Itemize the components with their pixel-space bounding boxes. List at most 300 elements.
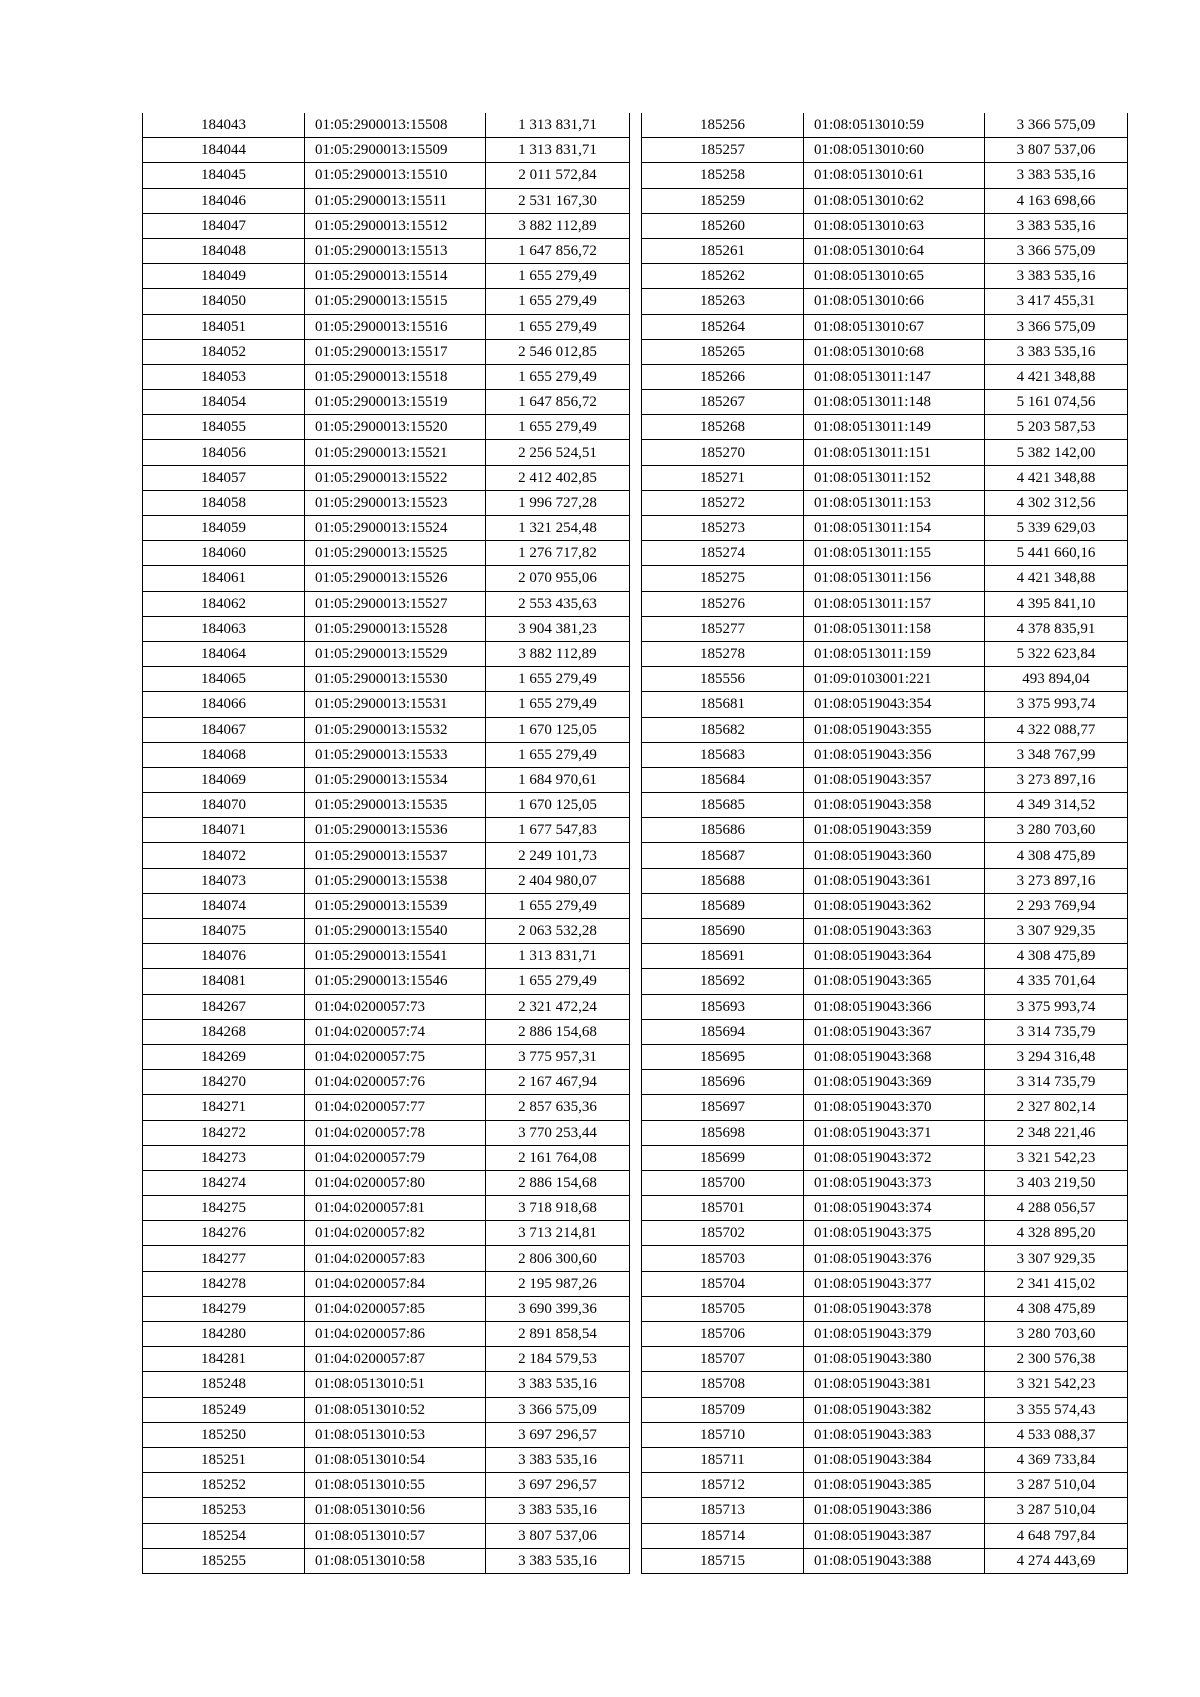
value-cell: 4 349 314,52 (985, 793, 1128, 818)
record-id-cell: 185267 (642, 390, 804, 415)
table-row (143, 591, 630, 616)
table-row (642, 641, 1128, 666)
value-cell: 4 308 475,89 (985, 843, 1128, 868)
table-row (642, 113, 1128, 138)
value-cell: 2 341 415,02 (985, 1271, 1128, 1296)
table-row (143, 692, 630, 717)
cadastral-number-cell: 01:08:0513010:51 (305, 1372, 486, 1397)
value-cell: 3 273 897,16 (985, 767, 1128, 792)
cadastral-number-cell: 01:08:0513011:151 (804, 440, 985, 465)
record-id-cell: 185687 (642, 843, 804, 868)
value-cell: 2 063 532,28 (486, 919, 630, 944)
record-id-cell: 185704 (642, 1271, 804, 1296)
cadastral-number-cell: 01:08:0513010:54 (305, 1447, 486, 1472)
record-id-cell: 184069 (143, 767, 305, 792)
value-cell: 1 647 856,72 (486, 238, 630, 263)
record-id-cell: 184044 (143, 138, 305, 163)
value-cell: 2 891 858,54 (486, 1322, 630, 1347)
record-id-cell: 184070 (143, 793, 305, 818)
table-row (642, 213, 1128, 238)
cadastral-number-cell: 01:08:0519043:379 (804, 1322, 985, 1347)
table-row (642, 238, 1128, 263)
table-row (143, 264, 630, 289)
value-cell: 4 369 733,84 (985, 1447, 1128, 1472)
value-cell: 3 321 542,23 (985, 1145, 1128, 1170)
table-row (143, 1196, 630, 1221)
record-id-cell: 185271 (642, 465, 804, 490)
table-row (642, 591, 1128, 616)
record-id-cell: 184074 (143, 893, 305, 918)
record-id-cell: 185713 (642, 1498, 804, 1523)
cadastral-number-cell: 01:09:0103001:221 (804, 667, 985, 692)
cadastral-number-cell: 01:05:2900013:15526 (305, 566, 486, 591)
table-row (143, 213, 630, 238)
record-id-cell: 184063 (143, 616, 305, 641)
value-cell: 2 412 402,85 (486, 465, 630, 490)
cadastral-number-cell: 01:04:0200057:85 (305, 1296, 486, 1321)
table-row (143, 566, 630, 591)
value-cell: 3 770 253,44 (486, 1120, 630, 1145)
record-id-cell: 185709 (642, 1397, 804, 1422)
value-cell: 2 293 769,94 (985, 893, 1128, 918)
table-row (143, 113, 630, 138)
record-id-cell: 185260 (642, 213, 804, 238)
record-id-cell: 185700 (642, 1170, 804, 1195)
record-id-cell: 185707 (642, 1347, 804, 1372)
table-row (642, 289, 1128, 314)
cadastral-number-cell: 01:08:0513011:156 (804, 566, 985, 591)
record-id-cell: 185711 (642, 1447, 804, 1472)
table-row (642, 541, 1128, 566)
table-row (143, 919, 630, 944)
table-row (642, 1170, 1128, 1195)
record-id-cell: 185708 (642, 1372, 804, 1397)
table-row (143, 1019, 630, 1044)
table-row (642, 339, 1128, 364)
cadastral-number-cell: 01:08:0519043:380 (804, 1347, 985, 1372)
record-id-cell: 185273 (642, 516, 804, 541)
value-cell: 4 648 797,84 (985, 1523, 1128, 1548)
record-id-cell: 185697 (642, 1095, 804, 1120)
table-row (143, 314, 630, 339)
table-row (642, 742, 1128, 767)
record-id-cell: 184274 (143, 1170, 305, 1195)
value-cell: 2 161 764,08 (486, 1145, 630, 1170)
table-row (143, 944, 630, 969)
cadastral-number-cell: 01:08:0519043:364 (804, 944, 985, 969)
record-id-cell: 184064 (143, 641, 305, 666)
record-id-cell: 184055 (143, 415, 305, 440)
cadastral-number-cell: 01:08:0513011:159 (804, 641, 985, 666)
table-row (143, 969, 630, 994)
cadastral-number-cell: 01:05:2900013:15522 (305, 465, 486, 490)
record-id-cell: 185699 (642, 1145, 804, 1170)
record-id-cell: 185249 (143, 1397, 305, 1422)
table-row (642, 1196, 1128, 1221)
record-id-cell: 185692 (642, 969, 804, 994)
table-row (143, 1473, 630, 1498)
cadastral-number-cell: 01:05:2900013:15513 (305, 238, 486, 263)
value-cell: 4 288 056,57 (985, 1196, 1128, 1221)
cadastral-number-cell: 01:05:2900013:15536 (305, 818, 486, 843)
value-cell: 1 655 279,49 (486, 969, 630, 994)
record-id-cell: 185272 (642, 490, 804, 515)
cadastral-number-cell: 01:08:0513011:158 (804, 616, 985, 641)
cadastral-number-cell: 01:04:0200057:84 (305, 1271, 486, 1296)
table-row (143, 1397, 630, 1422)
table-row (642, 667, 1128, 692)
value-cell: 3 355 574,43 (985, 1397, 1128, 1422)
table-row (143, 1447, 630, 1472)
record-id-cell: 185275 (642, 566, 804, 591)
value-cell: 4 163 698,66 (985, 188, 1128, 213)
record-id-cell: 185266 (642, 364, 804, 389)
record-id-cell: 184060 (143, 541, 305, 566)
cadastral-number-cell: 01:08:0513010:52 (305, 1397, 486, 1422)
value-cell: 2 327 802,14 (985, 1095, 1128, 1120)
cadastral-number-cell: 01:08:0519043:360 (804, 843, 985, 868)
record-id-cell: 185254 (143, 1523, 305, 1548)
table-row (642, 1498, 1128, 1523)
cadastral-number-cell: 01:08:0513010:62 (804, 188, 985, 213)
record-id-cell: 185252 (143, 1473, 305, 1498)
table-row (642, 314, 1128, 339)
value-cell: 4 421 348,88 (985, 566, 1128, 591)
record-id-cell: 185248 (143, 1372, 305, 1397)
table-row (143, 793, 630, 818)
table-row (143, 994, 630, 1019)
table-row (143, 1120, 630, 1145)
cadastral-number-cell: 01:08:0519043:383 (804, 1422, 985, 1447)
cadastral-number-cell: 01:05:2900013:15517 (305, 339, 486, 364)
record-id-cell: 185715 (642, 1548, 804, 1573)
table-row (143, 893, 630, 918)
table-row (143, 1372, 630, 1397)
value-cell: 1 655 279,49 (486, 289, 630, 314)
cadastral-number-cell: 01:04:0200057:73 (305, 994, 486, 1019)
record-id-cell: 185255 (143, 1548, 305, 1573)
table-row (143, 516, 630, 541)
cadastral-number-cell: 01:08:0513010:65 (804, 264, 985, 289)
record-id-cell: 185270 (642, 440, 804, 465)
value-cell: 1 655 279,49 (486, 893, 630, 918)
value-cell: 3 383 535,16 (486, 1498, 630, 1523)
value-cell: 1 677 547,83 (486, 818, 630, 843)
table-row (642, 793, 1128, 818)
value-cell: 3 807 537,06 (486, 1523, 630, 1548)
cadastral-number-cell: 01:04:0200057:78 (305, 1120, 486, 1145)
table-row (143, 767, 630, 792)
record-id-cell: 184267 (143, 994, 305, 1019)
cadastral-number-cell: 01:05:2900013:15537 (305, 843, 486, 868)
record-id-cell: 184049 (143, 264, 305, 289)
record-id-cell: 185265 (642, 339, 804, 364)
table-row (143, 641, 630, 666)
record-id-cell: 184081 (143, 969, 305, 994)
value-cell: 1 655 279,49 (486, 364, 630, 389)
table-row (143, 868, 630, 893)
table-row (143, 1271, 630, 1296)
table-row (642, 1044, 1128, 1069)
cadastral-number-cell: 01:08:0519043:385 (804, 1473, 985, 1498)
record-id-cell: 185683 (642, 742, 804, 767)
value-cell: 2 546 012,85 (486, 339, 630, 364)
value-cell: 3 375 993,74 (985, 692, 1128, 717)
value-cell: 1 655 279,49 (486, 742, 630, 767)
value-cell: 1 313 831,71 (486, 138, 630, 163)
value-cell: 1 655 279,49 (486, 264, 630, 289)
table-row (642, 1447, 1128, 1472)
value-cell: 3 314 735,79 (985, 1070, 1128, 1095)
table-row (642, 138, 1128, 163)
left-table-body (143, 113, 630, 1573)
value-cell: 4 421 348,88 (985, 364, 1128, 389)
table-row (642, 264, 1128, 289)
table-row (143, 717, 630, 742)
cadastral-number-cell: 01:05:2900013:15520 (305, 415, 486, 440)
table-row (642, 919, 1128, 944)
cadastral-number-cell: 01:08:0519043:354 (804, 692, 985, 717)
cadastral-number-cell: 01:08:0519043:382 (804, 1397, 985, 1422)
value-cell: 5 322 623,84 (985, 641, 1128, 666)
value-cell: 3 383 535,16 (985, 264, 1128, 289)
record-id-cell: 184057 (143, 465, 305, 490)
record-id-cell: 185681 (642, 692, 804, 717)
record-id-cell: 184050 (143, 289, 305, 314)
record-id-cell: 184051 (143, 314, 305, 339)
record-id-cell: 185264 (642, 314, 804, 339)
cadastral-number-cell: 01:04:0200057:80 (305, 1170, 486, 1195)
cadastral-number-cell: 01:05:2900013:15528 (305, 616, 486, 641)
cadastral-number-cell: 01:08:0519043:369 (804, 1070, 985, 1095)
record-id-cell: 185695 (642, 1044, 804, 1069)
cadastral-number-cell: 01:08:0519043:370 (804, 1095, 985, 1120)
record-id-cell: 185257 (642, 138, 804, 163)
table-row (143, 364, 630, 389)
table-row (642, 767, 1128, 792)
cadastral-number-cell: 01:05:2900013:15523 (305, 490, 486, 515)
cadastral-number-cell: 01:08:0513010:61 (804, 163, 985, 188)
value-cell: 2 348 221,46 (985, 1120, 1128, 1145)
table-row (642, 717, 1128, 742)
value-cell: 3 383 535,16 (985, 163, 1128, 188)
value-cell: 4 335 701,64 (985, 969, 1128, 994)
value-cell: 5 382 142,00 (985, 440, 1128, 465)
record-id-cell: 185268 (642, 415, 804, 440)
record-id-cell: 185684 (642, 767, 804, 792)
record-id-cell: 185253 (143, 1498, 305, 1523)
cadastral-number-cell: 01:08:0519043:388 (804, 1548, 985, 1573)
table-row (642, 188, 1128, 213)
cadastral-number-cell: 01:08:0519043:372 (804, 1145, 985, 1170)
value-cell: 3 383 535,16 (486, 1548, 630, 1573)
record-id-cell: 184065 (143, 667, 305, 692)
cadastral-number-cell: 01:08:0519043:386 (804, 1498, 985, 1523)
cadastral-number-cell: 01:08:0513010:67 (804, 314, 985, 339)
cadastral-number-cell: 01:05:2900013:15532 (305, 717, 486, 742)
record-id-cell: 185278 (642, 641, 804, 666)
value-cell: 1 670 125,05 (486, 717, 630, 742)
cadastral-number-cell: 01:05:2900013:15516 (305, 314, 486, 339)
value-cell: 3 375 993,74 (985, 994, 1128, 1019)
cadastral-number-cell: 01:08:0513010:63 (804, 213, 985, 238)
table-row (642, 1347, 1128, 1372)
record-id-cell: 185251 (143, 1447, 305, 1472)
cadastral-number-cell: 01:08:0513010:59 (804, 113, 985, 138)
cadastral-number-cell: 01:04:0200057:82 (305, 1221, 486, 1246)
value-cell: 1 655 279,49 (486, 667, 630, 692)
cadastral-number-cell: 01:04:0200057:86 (305, 1322, 486, 1347)
record-id-cell: 185702 (642, 1221, 804, 1246)
table-row (642, 692, 1128, 717)
cadastral-number-cell: 01:05:2900013:15515 (305, 289, 486, 314)
value-cell: 3 690 399,36 (486, 1296, 630, 1321)
table-row (642, 944, 1128, 969)
record-id-cell: 184071 (143, 818, 305, 843)
value-cell: 3 383 535,16 (486, 1372, 630, 1397)
record-id-cell: 185686 (642, 818, 804, 843)
record-id-cell: 185263 (642, 289, 804, 314)
record-id-cell: 184048 (143, 238, 305, 263)
value-cell: 1 321 254,48 (486, 516, 630, 541)
table-row (143, 1548, 630, 1573)
value-cell: 3 383 535,16 (985, 213, 1128, 238)
record-id-cell: 184059 (143, 516, 305, 541)
record-id-cell: 184068 (143, 742, 305, 767)
cadastral-number-cell: 01:08:0513011:157 (804, 591, 985, 616)
cadastral-number-cell: 01:08:0519043:376 (804, 1246, 985, 1271)
record-id-cell: 184061 (143, 566, 305, 591)
cadastral-number-cell: 01:05:2900013:15525 (305, 541, 486, 566)
table-row (642, 1145, 1128, 1170)
cadastral-number-cell: 01:08:0513011:148 (804, 390, 985, 415)
record-id-cell: 185706 (642, 1322, 804, 1347)
table-row (143, 138, 630, 163)
cadastral-number-cell: 01:04:0200057:74 (305, 1019, 486, 1044)
cadastral-number-cell: 01:05:2900013:15510 (305, 163, 486, 188)
value-cell: 5 441 660,16 (985, 541, 1128, 566)
cadastral-number-cell: 01:08:0513010:56 (305, 1498, 486, 1523)
record-id-cell: 185250 (143, 1422, 305, 1447)
table-row (143, 1246, 630, 1271)
table-row (143, 1221, 630, 1246)
value-cell: 3 383 535,16 (985, 339, 1128, 364)
record-id-cell: 185703 (642, 1246, 804, 1271)
record-id-cell: 185698 (642, 1120, 804, 1145)
table-row (642, 490, 1128, 515)
value-cell: 4 533 088,37 (985, 1422, 1128, 1447)
cadastral-number-cell: 01:08:0519043:384 (804, 1447, 985, 1472)
cadastral-number-cell: 01:05:2900013:15521 (305, 440, 486, 465)
record-id-cell: 184072 (143, 843, 305, 868)
table-row (143, 238, 630, 263)
cadastral-number-cell: 01:05:2900013:15512 (305, 213, 486, 238)
value-cell: 4 274 443,69 (985, 1548, 1128, 1573)
cadastral-number-cell: 01:08:0513011:149 (804, 415, 985, 440)
record-id-cell: 185277 (642, 616, 804, 641)
record-id-cell: 185689 (642, 893, 804, 918)
cadastral-number-cell: 01:05:2900013:15533 (305, 742, 486, 767)
table-row (642, 1422, 1128, 1447)
value-cell: 3 366 575,09 (985, 238, 1128, 263)
value-cell: 3 807 537,06 (985, 138, 1128, 163)
record-id-cell: 185262 (642, 264, 804, 289)
record-id-cell: 185696 (642, 1070, 804, 1095)
value-cell: 3 713 214,81 (486, 1221, 630, 1246)
table-row (143, 1322, 630, 1347)
right-table (641, 113, 1128, 1574)
record-id-cell: 184272 (143, 1120, 305, 1145)
value-cell: 3 307 929,35 (985, 919, 1128, 944)
value-cell: 3 348 767,99 (985, 742, 1128, 767)
cadastral-number-cell: 01:08:0519043:374 (804, 1196, 985, 1221)
value-cell: 2 886 154,68 (486, 1019, 630, 1044)
table-row (143, 1070, 630, 1095)
value-cell: 3 366 575,09 (985, 314, 1128, 339)
cadastral-number-cell: 01:04:0200057:79 (305, 1145, 486, 1170)
table-row (143, 1296, 630, 1321)
cadastral-number-cell: 01:08:0519043:373 (804, 1170, 985, 1195)
value-cell: 2 404 980,07 (486, 868, 630, 893)
record-id-cell: 184270 (143, 1070, 305, 1095)
table-row (642, 415, 1128, 440)
table-row (642, 1246, 1128, 1271)
value-cell: 2 531 167,30 (486, 188, 630, 213)
cadastral-number-cell: 01:05:2900013:15518 (305, 364, 486, 389)
cadastral-number-cell: 01:08:0519043:363 (804, 919, 985, 944)
cadastral-number-cell: 01:05:2900013:15509 (305, 138, 486, 163)
cadastral-number-cell: 01:05:2900013:15511 (305, 188, 486, 213)
table-row (143, 465, 630, 490)
record-id-cell: 184062 (143, 591, 305, 616)
table-row (143, 163, 630, 188)
cadastral-number-cell: 01:08:0519043:356 (804, 742, 985, 767)
value-cell: 3 403 219,50 (985, 1170, 1128, 1195)
record-id-cell: 184271 (143, 1095, 305, 1120)
record-id-cell: 185693 (642, 994, 804, 1019)
record-id-cell: 185274 (642, 541, 804, 566)
cadastral-number-cell: 01:05:2900013:15529 (305, 641, 486, 666)
value-cell: 2 300 576,38 (985, 1347, 1128, 1372)
table-row (143, 289, 630, 314)
cadastral-number-cell: 01:08:0513010:64 (804, 238, 985, 263)
value-cell: 3 294 316,48 (985, 1044, 1128, 1069)
table-row (642, 1322, 1128, 1347)
value-cell: 3 287 510,04 (985, 1473, 1128, 1498)
table-row (642, 843, 1128, 868)
value-cell: 2 184 579,53 (486, 1347, 630, 1372)
cadastral-number-cell: 01:05:2900013:15527 (305, 591, 486, 616)
table-row (143, 541, 630, 566)
record-id-cell: 184043 (143, 113, 305, 138)
table-row (143, 490, 630, 515)
cadastral-number-cell: 01:04:0200057:87 (305, 1347, 486, 1372)
cadastral-number-cell: 01:08:0519043:355 (804, 717, 985, 742)
cadastral-number-cell: 01:08:0513010:66 (804, 289, 985, 314)
record-id-cell: 185259 (642, 188, 804, 213)
record-id-cell: 184073 (143, 868, 305, 893)
record-id-cell: 184281 (143, 1347, 305, 1372)
value-cell: 3 321 542,23 (985, 1372, 1128, 1397)
table-row (642, 818, 1128, 843)
cadastral-number-cell: 01:05:2900013:15539 (305, 893, 486, 918)
table-row (143, 188, 630, 213)
record-id-cell: 184076 (143, 944, 305, 969)
record-id-cell: 184046 (143, 188, 305, 213)
value-cell: 4 308 475,89 (985, 944, 1128, 969)
value-cell: 2 195 987,26 (486, 1271, 630, 1296)
table-row (143, 1044, 630, 1069)
